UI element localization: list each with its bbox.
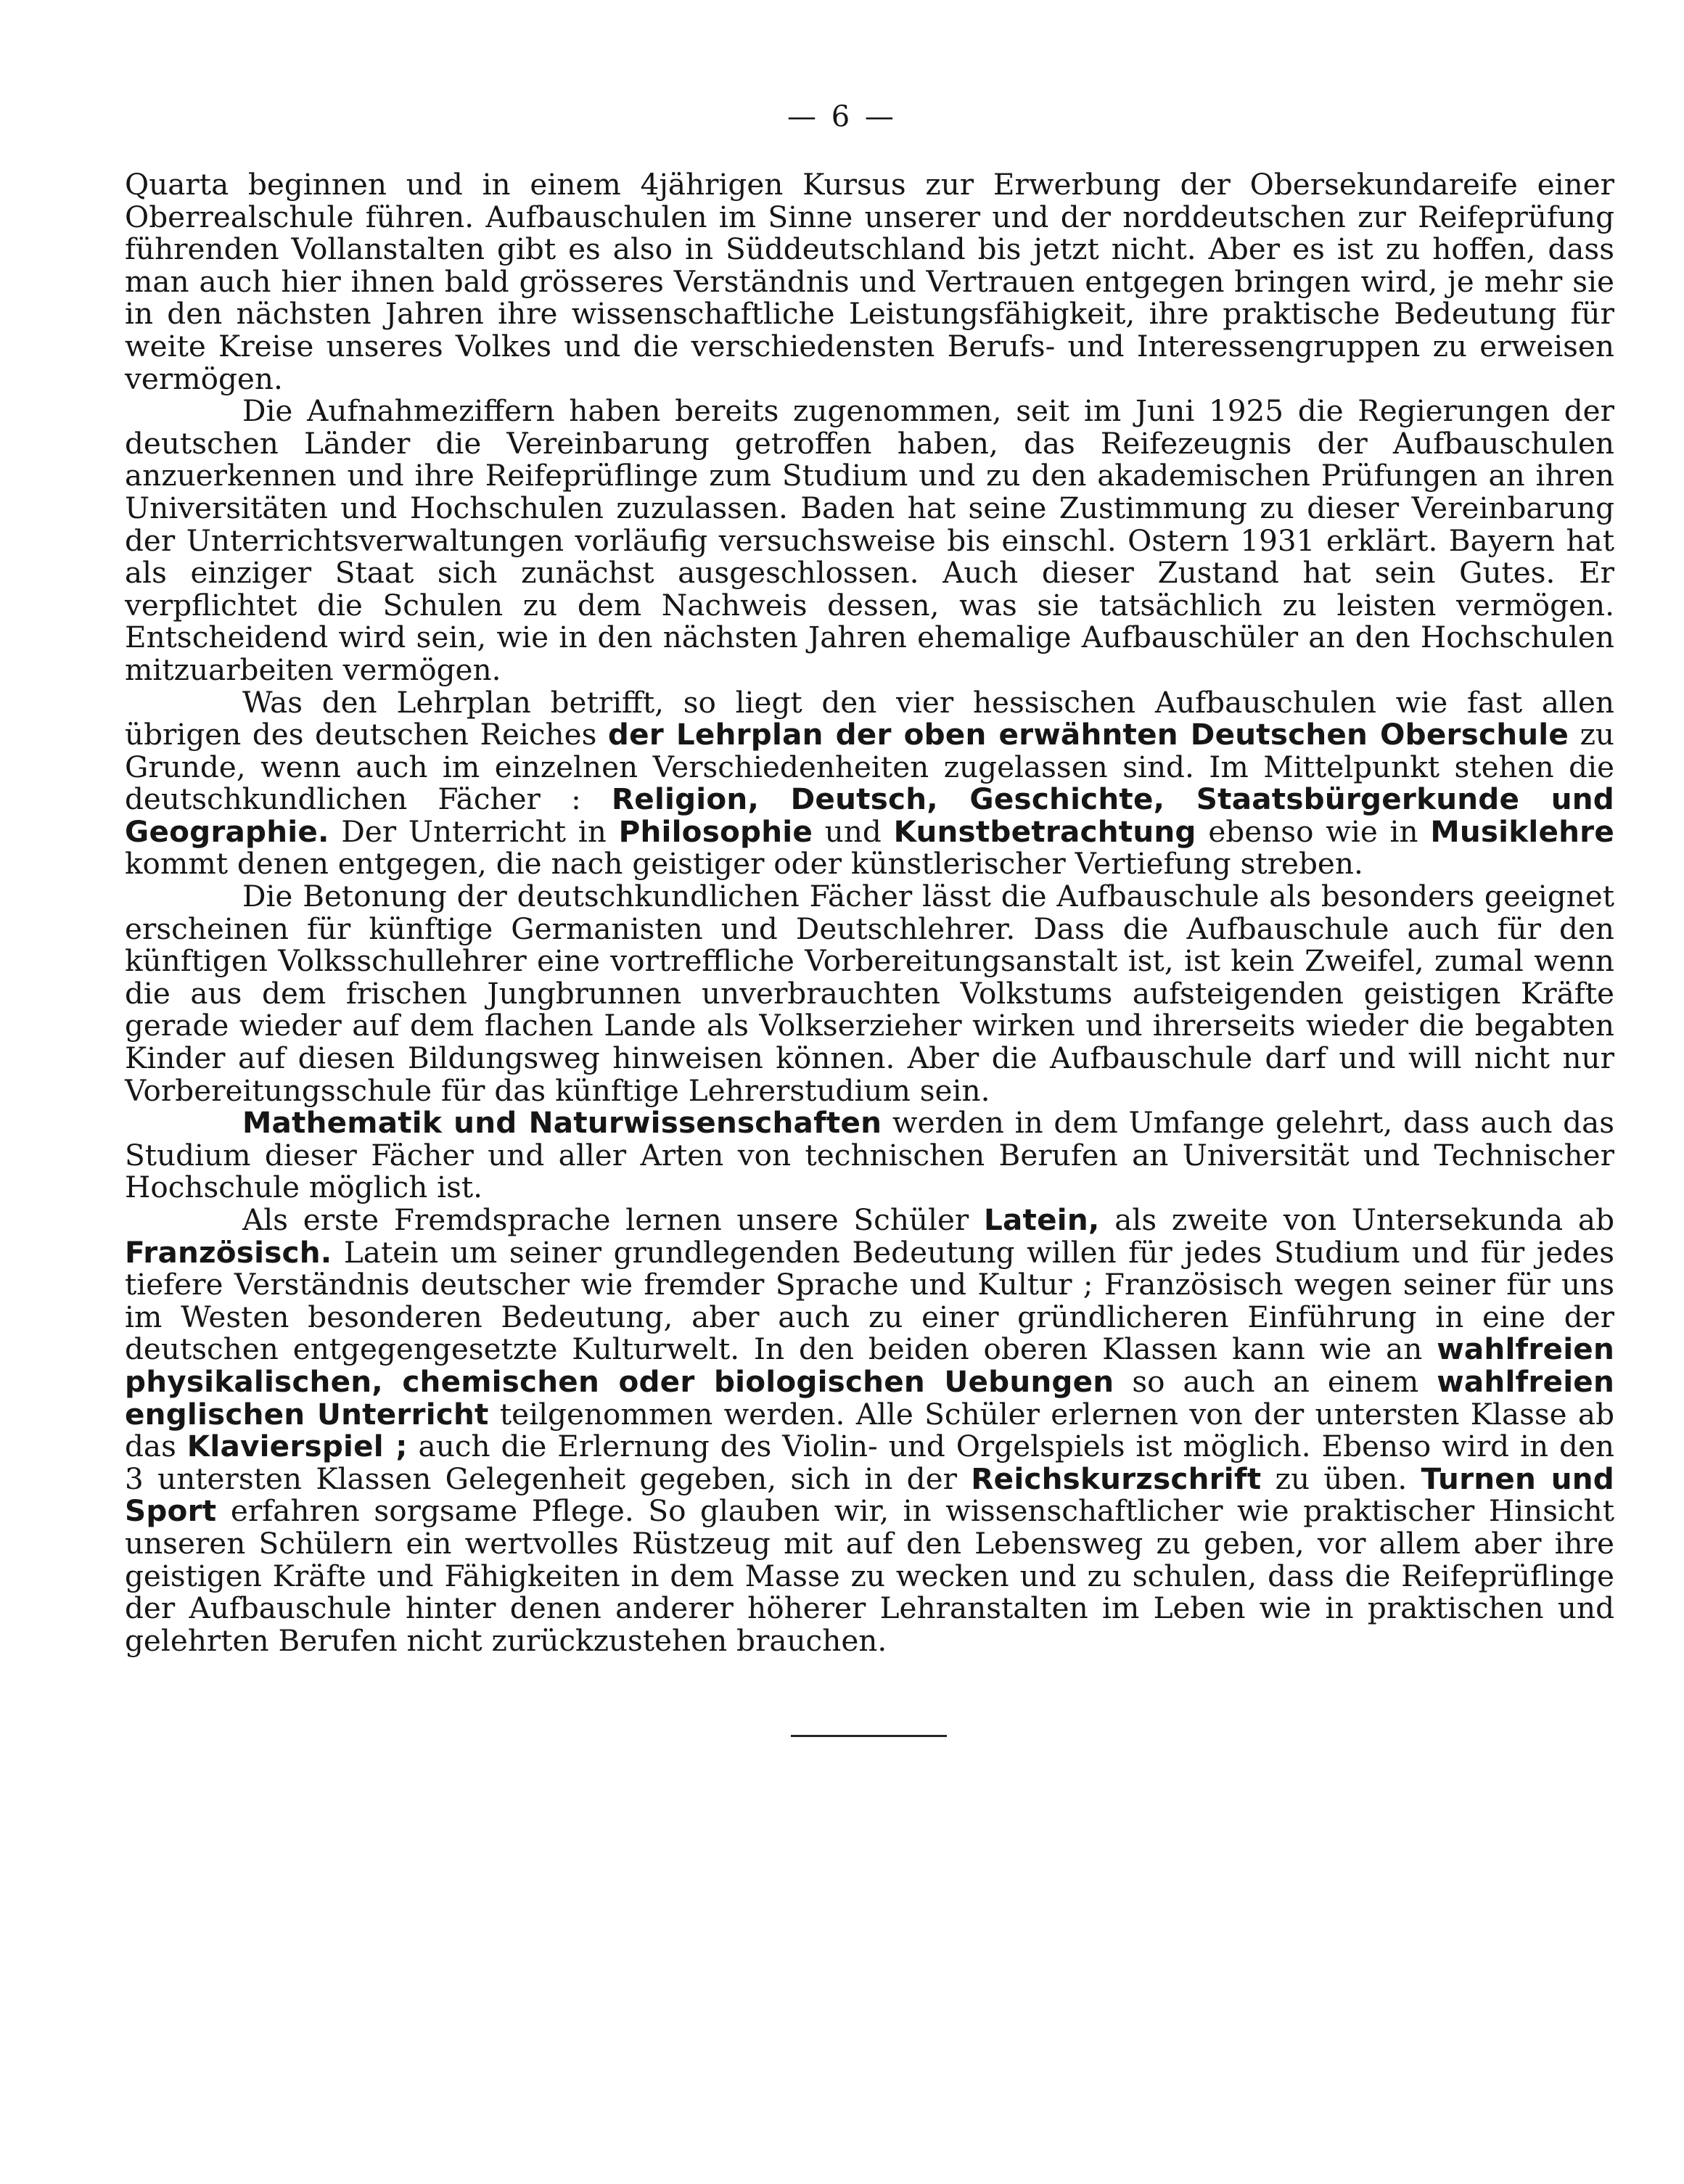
body-text: kommt denen entgegen, die nach geistiger oder künstlerischer Vertiefung streben. bbox=[125, 846, 1363, 882]
body-text: als zweite von Untersekunda ab bbox=[1099, 1202, 1614, 1237]
bold-text: Mathematik und Naturwissenschaften bbox=[242, 1105, 882, 1141]
bold-text: Philosophie bbox=[618, 813, 813, 849]
bold-text: Musiklehre bbox=[1430, 813, 1614, 849]
body-text: Der Unterricht in bbox=[329, 813, 619, 849]
body-text: Die Betonung der deutschkundlichen Fächer lässt die Aufbauschule als besonders geeignet erscheinen für künftige Germanisten und Deutschlehrer. Dass die Aufbauschule auch für den künftigen Volksschullehrer eine vortreffliche Vorbereitungsanstalt ist, ist kein Zweifel, zumal wenn die aus dem frischen Jungbrunnen unverbrauchten Volkstums aufsteigenden geistigen Kräfte gerade wieder auf dem flachen Lande als Volkserzieher wirken und ihrerseits wieder die begabten Kinder auf diesen Bildungsweg hinweisen können. Aber die Aufbauschule darf und will nicht nur Vorbereitungsschule für das künftige Lehrerstudium sein. bbox=[125, 879, 1614, 1108]
body-text: Latein um seiner grundlegenden Bedeutung willen für jedes Studium und für jedes tiefere Verständnis deutscher wie fremder Sprache und Kultur ; Französisch wegen seiner für uns im Westen besonderen Bedeutung, aber auch zu einer gründlicheren Einführung in eine der deutschen entgegengesetzte Kulturwelt. In den beiden oberen Klassen kann wie an bbox=[125, 1234, 1614, 1367]
body-text: ebenso wie in bbox=[1196, 813, 1431, 849]
body-text: Was den Lehrplan betrifft, so liegt den vier hessischen Aufbauschulen wie fast allen übrigen des deutschen Reiches bbox=[125, 684, 1614, 752]
paragraph-5 bbox=[125, 1107, 1614, 1204]
body-text: Quarta beginnen und in einem 4jährigen Kursus zur Erwerbung der Obersekundareife einer Oberrealschule führen. Aufbauschulen im Sinne unserer und der norddeutschen zur Reifeprüfung führenden Vollanstalten gibt es also in Süddeutschland bis jetzt nicht. Aber es ist zu hoffen, dass man auch hier ihnen bald grösseres Verständnis und Vertrauen entgegen bringen wird, je mehr sie in den nächsten Jahren ihre wissenschaftliche Leistungsfähigkeit, ihre praktische Bedeutung für weite Kreise unseres Volkes und die verschiedensten Berufs- und Interessengruppen zu erweisen vermögen. bbox=[125, 167, 1614, 396]
paragraph-6 bbox=[125, 1204, 1614, 1657]
body-text: zu üben. bbox=[1261, 1461, 1421, 1496]
body-text: und bbox=[813, 813, 894, 849]
paragraph-4 bbox=[125, 880, 1614, 1107]
text-body bbox=[125, 168, 1614, 1657]
bold-text: Latein, bbox=[984, 1202, 1100, 1237]
body-text: werden in dem Umfange gelehrt, dass auch das Studium dieser Fächer und aller Arten von technischen Berufen an Universität und Technischer Hochschule möglich ist. bbox=[125, 1105, 1614, 1205]
body-text: auch die Erlernung des Violin- und Orgelspiels ist möglich. Ebenso wird in den 3 untersten Klassen Gelegenheit gegeben, sich in der bbox=[125, 1429, 1614, 1496]
paragraph-2 bbox=[125, 395, 1614, 686]
bold-text: Klavierspiel ; bbox=[186, 1429, 408, 1464]
bold-text: Turnen und Sport bbox=[125, 1461, 1614, 1529]
paragraph-3 bbox=[125, 686, 1614, 881]
body-text: Die Aufnahmeziffern haben bereits zugenommen, seit im Juni 1925 die Regierungen der deutschen Länder die Vereinbarung getroffen haben, das Reifezeugnis der Aufbauschulen anzuerkennen und ihre Reifeprüflinge zum Studium und zu den akademischen Prüfungen an ihren Universitäten und Hochschulen zuzulassen. Baden hat seine Zustimmung zu dieser Vereinbarung der Unterrichtsverwaltungen vorläufig versuchsweise bis einschl. Ostern 1931 erklärt. Bayern hat als einziger Staat sich zunächst ausgeschlossen. Auch dieser Zustand hat sein Gutes. Er verpflichtet die Schulen zu dem Nachweis dessen, was sie tatsächlich zu leisten vermögen. Entscheidend wird sein, wie in den nächsten Jahren ehemalige Aufbauschüler an den Hochschulen mitzuarbeiten vermögen. bbox=[125, 393, 1614, 687]
paragraph-1 bbox=[125, 168, 1614, 395]
body-text: so auch an einem bbox=[1114, 1363, 1437, 1399]
bold-text: wahlfreien englischen Unterricht bbox=[125, 1363, 1614, 1432]
bold-text: Reichskurzschrift bbox=[971, 1461, 1262, 1496]
bold-text: der Lehrplan der oben erwähnten Deutschen Oberschule bbox=[607, 717, 1569, 752]
body-text: Als erste Fremdsprache lernen unsere Schüler bbox=[242, 1202, 985, 1237]
body-text: teilgenommen werden. Alle Schüler erlernen von der untersten Klasse ab das bbox=[125, 1396, 1614, 1464]
bold-text: Religion, Deutsch, Geschichte, Staatsbürgerkunde und Geographie. bbox=[125, 781, 1614, 849]
body-text: zu Grunde, wenn auch im einzelnen Verschiedenheiten zugelassen sind. Im Mittelpunkt stehen die deutschkundlichen Fächer : bbox=[125, 717, 1614, 817]
bold-text: Kunstbetrachtung bbox=[893, 813, 1196, 849]
bold-text: Französisch. bbox=[125, 1234, 332, 1270]
body-text: erfahren sorgsame Pflege. So glauben wir, in wissenschaftlicher wie praktischer Hinsicht unseren Schülern ein wertvolles Rüstzeug mit auf den Lebensweg zu geben, vor allem aber ihre geistigen Kräfte und Fähigkeiten in dem Masse zu wecken und zu schulen, dass die Reifeprüflinge der Aufbauschule hinter denen anderer höherer Lehranstalten im Leben wie in praktischen und gelehrten Berufen nicht zurückzustehen brauchen. bbox=[125, 1493, 1614, 1658]
bold-text: wahlfreien physikalischen, chemischen oder biologischen Uebungen bbox=[125, 1331, 1614, 1399]
page-number: — 6 — bbox=[787, 100, 897, 134]
section-end-rule bbox=[791, 1735, 947, 1737]
